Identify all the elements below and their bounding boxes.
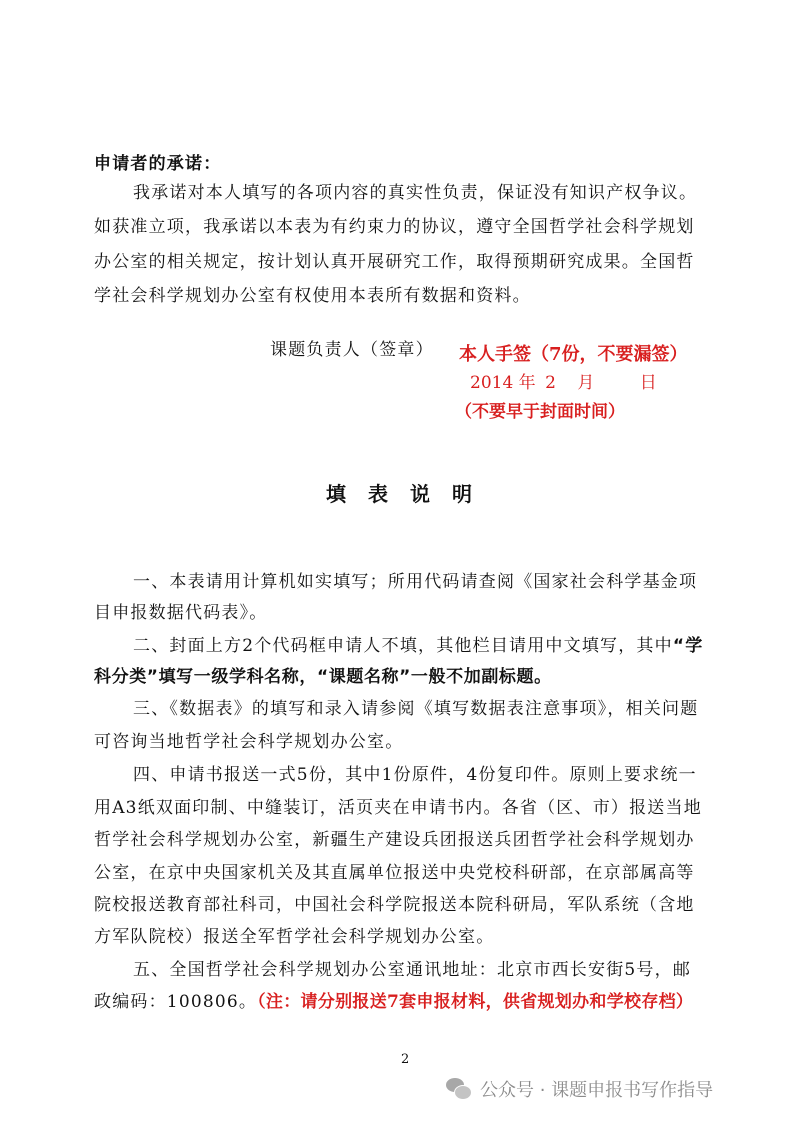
instruction-line: 方军队院校）报送全军哲学社会科学规划办公室。: [94, 927, 495, 947]
instruction-emphasis: “学: [672, 636, 704, 656]
instruction-line: 三、《数据表》的填写和录入请参阅《填写数据表注意事项》，相关问题: [133, 699, 699, 719]
instruction-line: [133, 638, 703, 655]
pledge-line: 学社会科学规划办公室有权使用本表所有数据和资料。: [94, 286, 531, 306]
instruction-line: 院校报送教育部社科司，中国社会科学院报送本院科研局，军队系统（含地: [94, 895, 695, 915]
pledge-line: 我承诺对本人填写的各项内容的真实性负责，保证没有知识产权争议。: [133, 183, 698, 203]
pledge-line: 如获准立项，我承诺以本表为有约束力的协议，遵守全国哲学社会科学规划: [94, 217, 695, 237]
signature-note: 本人手签（7份，不要漏签）: [459, 344, 688, 365]
instruction-line: 哲学社会科学规划办公室，新疆生产建设兵团报送兵团哲学社会科学规划办: [94, 830, 695, 850]
wechat-icon: [446, 1078, 472, 1100]
instruction-line: 五、全国哲学社会科学规划办公室通讯地址：北京市西长安街5号，邮: [133, 960, 692, 980]
instruction-text: 二、封面上方2个代码框申请人不填，其他栏目请用中文填写，其中: [133, 636, 673, 656]
date-month-unit: 月: [577, 373, 595, 393]
pledge-line: 办公室的相关规定，按计划认真开展研究工作，取得预期研究成果。全国哲: [94, 252, 695, 272]
instruction-line: 科分类”填写一级学科名称，“课题名称”一般不加副标题。: [94, 667, 552, 687]
signature-label: 课题负责人（签章）: [270, 340, 434, 360]
instruction-line: 用A3纸双面印制、中缝装订，活页夹在申请书内。各省（区、市）报送当地: [94, 798, 702, 818]
date-year: 2014: [470, 373, 514, 393]
watermark: [446, 1076, 713, 1102]
date-month: 2: [545, 373, 556, 393]
page-number: 2: [401, 1052, 410, 1067]
instruction-line: 可咨询当地哲学社会科学规划办公室。: [94, 732, 404, 752]
instruction-line: 目申报数据代码表》。: [94, 603, 268, 623]
date-note: （不要早于封面时间）: [455, 402, 625, 422]
postal-code-text: 政编码：100806。: [94, 992, 258, 1012]
date-day-unit: 日: [639, 373, 657, 393]
instruction-line: 公室，在京中央国家机关及其直属单位报送中央党校科研部，在京部属高等: [94, 863, 695, 883]
submission-note: （注：请分别报送7套申报材料，供省规划办和学校存档）: [257, 992, 694, 1012]
instruction-line: 一、本表请用计算机如实填写；所用代码请查阅《国家社会科学基金项: [133, 572, 698, 592]
date-year-unit: 年: [518, 373, 536, 393]
pledge-heading: 申请者的承诺：: [94, 154, 222, 174]
instruction-line: 四、申请书报送一式5份，其中1份原件，4份复印件。原则上要求统一: [133, 765, 697, 785]
instruction-line: [94, 994, 693, 1011]
date-line: [470, 368, 657, 393]
watermark-text: 公众号 · 课题申报书写作指导: [480, 1080, 714, 1101]
instructions-title: 填表说明: [326, 482, 494, 506]
